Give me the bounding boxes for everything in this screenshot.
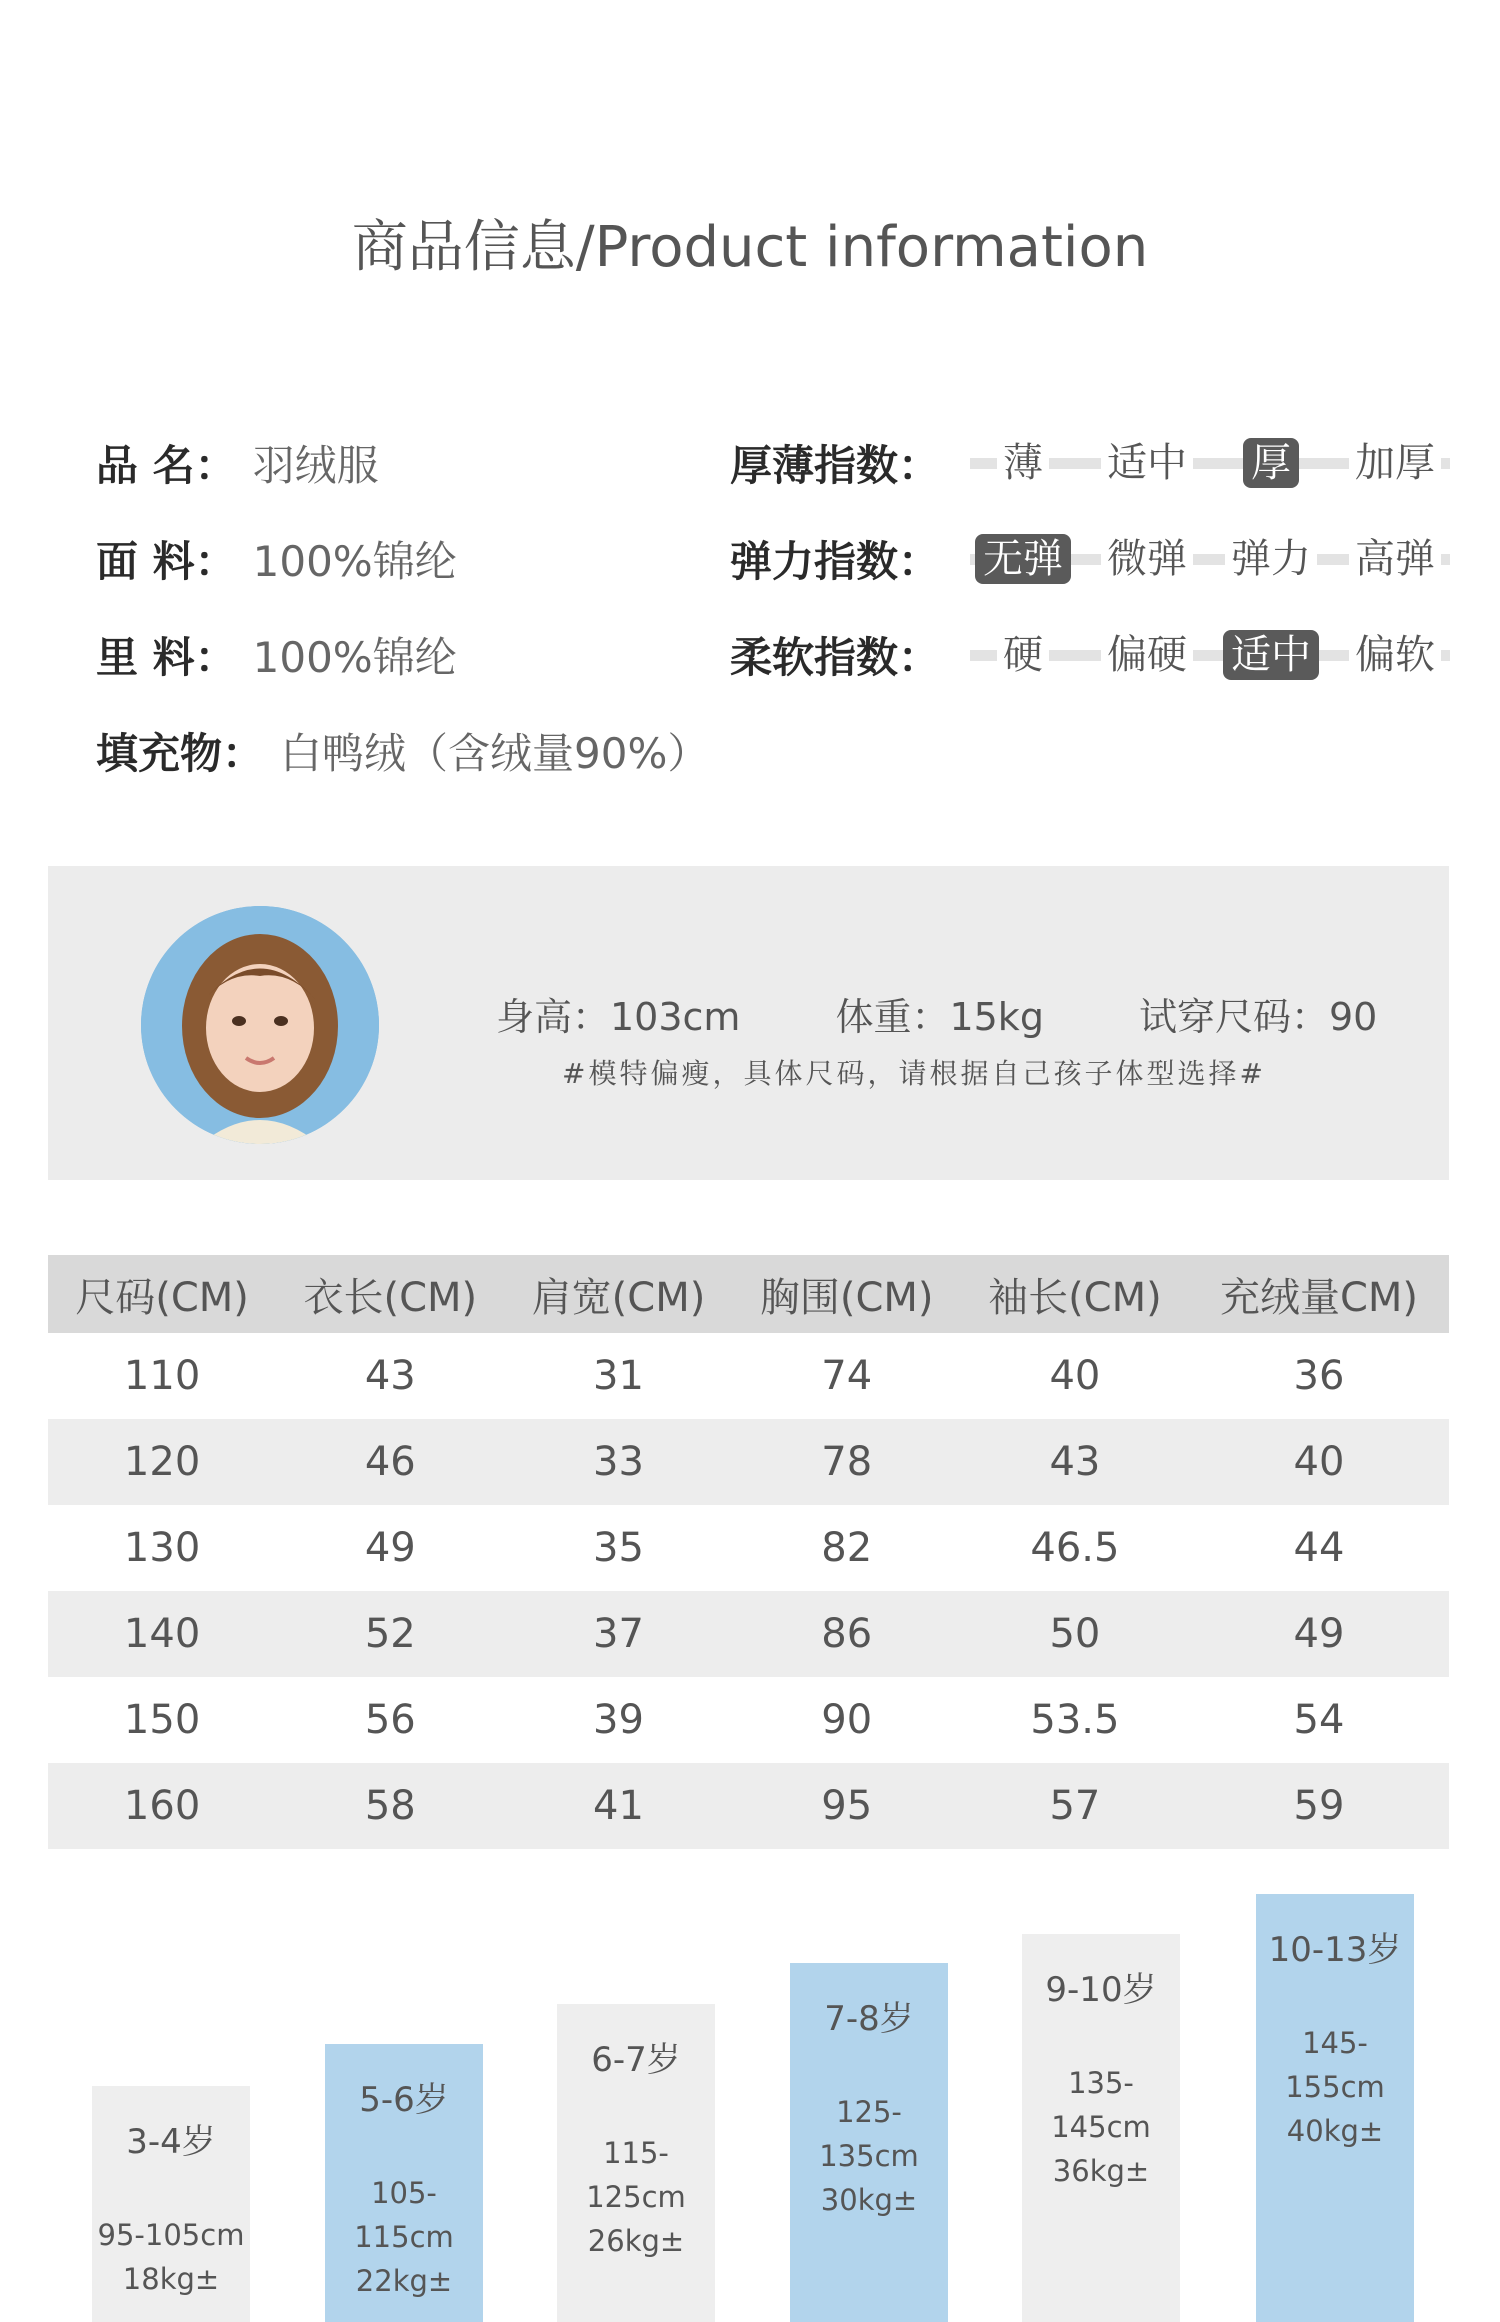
table-cell: 120 [48, 1419, 276, 1505]
age-bar-9-10 [1022, 1934, 1180, 2322]
scale-option: 加厚 [1342, 437, 1448, 489]
table-cell: 41 [504, 1763, 732, 1849]
scale-option: 偏硬 [1094, 629, 1200, 681]
table-cell: 46 [276, 1419, 504, 1505]
attr-name-key: 品 名： [96, 441, 237, 490]
attr-fabric [96, 511, 709, 607]
table-cell: 35 [593, 1525, 644, 1571]
age-label: 6-7岁 [591, 2040, 681, 2080]
model-note: #模特偏瘦，具体尺码，请根据自己孩子体型选择# [562, 1057, 1266, 1090]
age-label: 5-6岁 [359, 2080, 449, 2120]
softness-scale [970, 629, 1450, 681]
table-cell: 44 [1293, 1525, 1345, 1571]
column-header: 胸围(CM) [733, 1255, 961, 1333]
attr-fabric-value: 100%锦纶 [252, 537, 457, 586]
table-cell: 130 [123, 1525, 201, 1571]
thickness-index-label: 厚薄指数： [730, 441, 941, 490]
attr-fabric-key: 面 料： [96, 537, 237, 586]
child-portrait-icon [141, 906, 379, 1144]
table-cell: 49 [364, 1525, 416, 1571]
table-row [48, 1591, 1449, 1677]
age-bar-3-4 [92, 2086, 250, 2322]
table-cell: 160 [48, 1763, 276, 1849]
age-weight: 26kg± [587, 2224, 685, 2258]
attr-filling-key: 填充物： [96, 729, 265, 778]
table-cell: 39 [593, 1697, 644, 1743]
age-label: 3-4岁 [126, 2122, 216, 2162]
scale-option: 硬 [970, 629, 1076, 681]
model-info-panel [48, 866, 1449, 1180]
scale-option-active: 厚 [1218, 437, 1324, 489]
page-title: 商品信息/Product information [351, 215, 1149, 280]
size-chart-table [48, 1255, 1449, 1849]
age-bar-6-7 [557, 2004, 715, 2322]
age-height: 145-155cm [1285, 2026, 1385, 2104]
age-height: 105-115cm [354, 2176, 454, 2254]
attr-name [96, 415, 709, 511]
model-weight: 体重：15kg [835, 995, 1044, 1039]
scale-option: 适中 [1094, 437, 1200, 489]
table-cell: 59 [1189, 1763, 1449, 1849]
table-cell: 46.5 [1030, 1525, 1120, 1571]
age-bar-7-8 [790, 1963, 948, 2322]
age-height: 125-135cm [819, 2095, 919, 2173]
table-cell: 33 [504, 1419, 732, 1505]
age-weight: 18kg± [122, 2262, 220, 2296]
table-row [48, 1419, 1449, 1505]
age-bar-10-13 [1256, 1894, 1414, 2322]
table-row [48, 1763, 1449, 1849]
table-cell: 40 [1049, 1353, 1101, 1399]
elasticity-index [730, 511, 1450, 607]
age-height: 135-145cm [1051, 2066, 1151, 2144]
table-cell: 31 [593, 1353, 644, 1399]
table-cell: 78 [733, 1419, 961, 1505]
attr-lining-value: 100%锦纶 [252, 633, 457, 682]
table-cell: 49 [1189, 1591, 1449, 1677]
age-label: 7-8岁 [824, 1999, 914, 2039]
age-weight: 22kg± [355, 2264, 453, 2298]
model-height: 身高：103cm [496, 995, 741, 1039]
table-cell: 54 [1293, 1697, 1345, 1743]
index-scales [730, 415, 1450, 703]
scale-option-active: 适中 [1218, 629, 1324, 681]
scale-option: 高弹 [1342, 533, 1448, 585]
model-avatar [141, 906, 379, 1144]
table-cell: 50 [961, 1591, 1189, 1677]
scale-option: 薄 [970, 437, 1076, 489]
thickness-scale [970, 437, 1450, 489]
model-measurements [496, 986, 1377, 1041]
table-cell: 74 [821, 1353, 873, 1399]
table-cell: 43 [961, 1419, 1189, 1505]
softness-index [730, 607, 1450, 703]
scale-option: 偏软 [1342, 629, 1448, 681]
column-header: 充绒量CM) [1189, 1255, 1449, 1333]
column-header: 袖长(CM) [961, 1255, 1189, 1333]
table-cell: 58 [276, 1763, 504, 1849]
table-cell: 110 [123, 1353, 201, 1399]
age-weight: 40kg± [1286, 2114, 1384, 2148]
table-cell: 150 [123, 1697, 201, 1743]
column-header: 尺码(CM) [48, 1255, 276, 1333]
table-cell: 36 [1293, 1353, 1345, 1399]
table-header-row [48, 1255, 1449, 1333]
age-height: 115-125cm [586, 2136, 686, 2214]
table-cell: 140 [48, 1591, 276, 1677]
table-cell: 40 [1189, 1419, 1449, 1505]
attr-lining-key: 里 料： [96, 633, 237, 682]
table-cell: 43 [364, 1353, 416, 1399]
thickness-index [730, 415, 1450, 511]
scale-option-active: 无弹 [970, 533, 1076, 585]
table-cell: 95 [733, 1763, 961, 1849]
table-row [48, 1677, 1449, 1763]
elasticity-index-label: 弹力指数： [730, 537, 941, 586]
scale-option: 弹力 [1218, 533, 1324, 585]
table-cell: 90 [821, 1697, 873, 1743]
attr-filling-value: 白鸭绒（含绒量90%） [280, 729, 710, 778]
softness-index-label: 柔软指数： [730, 633, 941, 682]
table-cell: 57 [961, 1763, 1189, 1849]
column-header: 肩宽(CM) [504, 1255, 732, 1333]
table-cell: 52 [276, 1591, 504, 1677]
attr-filling [96, 703, 709, 799]
age-label: 10-13岁 [1268, 1930, 1402, 1970]
table-cell: 86 [733, 1591, 961, 1677]
age-weight: 30kg± [820, 2183, 918, 2217]
column-header: 衣长(CM) [276, 1255, 504, 1333]
age-label: 9-10岁 [1045, 1970, 1157, 2010]
age-height: 95-105cm [97, 2218, 245, 2252]
table-row [48, 1505, 1449, 1591]
scale-option: 微弹 [1094, 533, 1200, 585]
table-row [48, 1333, 1449, 1419]
table-cell: 56 [364, 1697, 416, 1743]
product-attributes [96, 415, 709, 799]
age-bar-5-6 [325, 2044, 483, 2322]
attr-lining [96, 607, 709, 703]
attr-name-value: 羽绒服 [252, 441, 379, 490]
table-cell: 53.5 [1030, 1697, 1120, 1743]
age-weight: 36kg± [1052, 2154, 1150, 2188]
elasticity-scale [970, 533, 1450, 585]
table-cell: 37 [504, 1591, 732, 1677]
model-size: 试穿尺码：90 [1138, 995, 1378, 1039]
table-cell: 82 [821, 1525, 873, 1571]
